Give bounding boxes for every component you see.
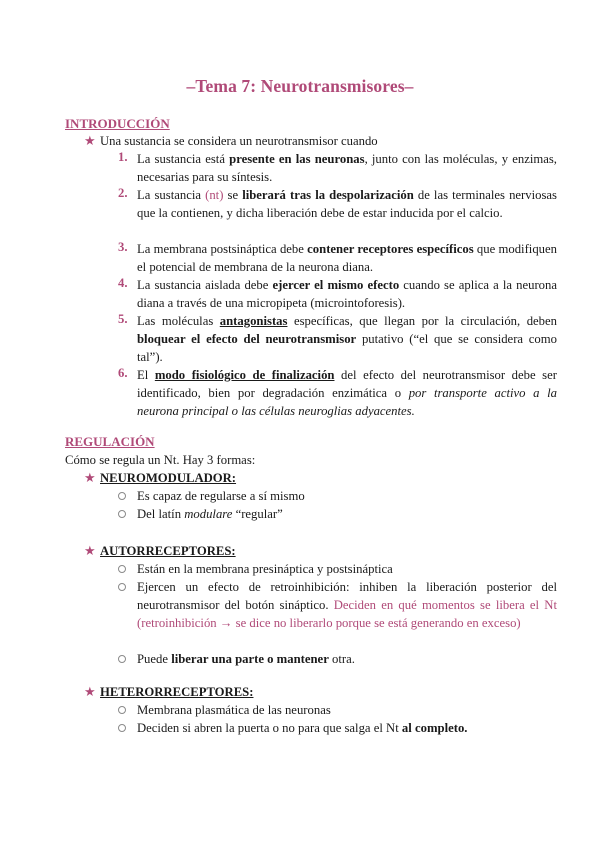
circle-bullet-icon [118,510,126,518]
group-label-heterorreceptores: HETERORRECEPTORES: [100,685,254,699]
star-bullet-icon: ★ [84,133,96,148]
circle-bullet-icon [118,583,126,591]
circle-bullet-icon [118,724,126,732]
list-item: La sustancia aislada debe ejercer el mismo efecto cuando se aplica a la neurona diana a través de una micropipeta (microintoforesis). [137,278,557,310]
list-number: 5. [118,312,128,326]
list-item: El modo fisiológico de finalización del efecto del neurotransmisor debe ser identificado, bien por degradación enzimática o por transporte activo a la neurona principal o las células neuroglias adyacentes. [137,368,557,418]
list-item: Están en la membrana presináptica y postsináptica [137,562,393,576]
list-number: 3. [118,240,128,254]
circle-bullet-icon [118,565,126,573]
list-number: 4. [118,276,128,290]
list-item: Las moléculas antagonistas específicas, que llegan por la circulación, deben bloquear el efecto del neurotransmisor putativo (“el que se considera como tal”). [137,314,557,364]
list-item: Deciden si abren la puerta o no para que salga el Nt al completo. [137,721,468,735]
section-heading-introduccion: INTRODUCCIÓN [65,116,170,131]
star-bullet-icon: ★ [84,543,96,558]
list-number: 1. [118,150,128,164]
circle-bullet-icon [118,706,126,714]
circle-bullet-icon [118,655,126,663]
regulacion-intro: Cómo se regula un Nt. Hay 3 formas: [65,453,256,467]
list-item: Ejercen un efecto de retroinhibición: inhiben la liberación posterior del neurotransmisor del botón sináptico. Deciden en qué momentos se libera el Nt (retroinhibición → se dice no liberarlo porque se está generando en exceso) [137,580,557,630]
list-number: 2. [118,186,128,200]
list-item: La membrana postsináptica debe contener receptores específicos que modifiquen el potencial de membrana de la neurona diana. [137,242,557,274]
list-item: Puede liberar una parte o mantener otra. [137,652,355,666]
intro-bullet-text: Una sustancia se considera un neurotransmisor cuando [100,134,378,148]
group-label-autorreceptores: AUTORRECEPTORES: [100,544,236,558]
circle-bullet-icon [118,492,126,500]
list-item: Del latín modulare “regular” [137,507,283,521]
list-item: Membrana plasmática de las neuronas [137,703,331,717]
list-item: Es capaz de regularse a sí mismo [137,489,305,503]
list-item: La sustancia (nt) se liberará tras la despolarización de las terminales nerviosas que la contienen, y dicha liberación debe de estar inducida por el calcio. [137,188,557,220]
page-title: –Tema 7: Neurotransmisores– [186,76,414,96]
section-heading-regulacion: REGULACIÓN [65,434,155,449]
list-number: 6. [118,366,128,380]
star-bullet-icon: ★ [84,470,96,485]
group-label-neuromodulador: NEUROMODULADOR: [100,471,237,485]
list-item: La sustancia está presente en las neuronas, junto con las moléculas, y enzimas, necesarias para su síntesis. [137,152,557,184]
star-bullet-icon: ★ [84,684,96,699]
